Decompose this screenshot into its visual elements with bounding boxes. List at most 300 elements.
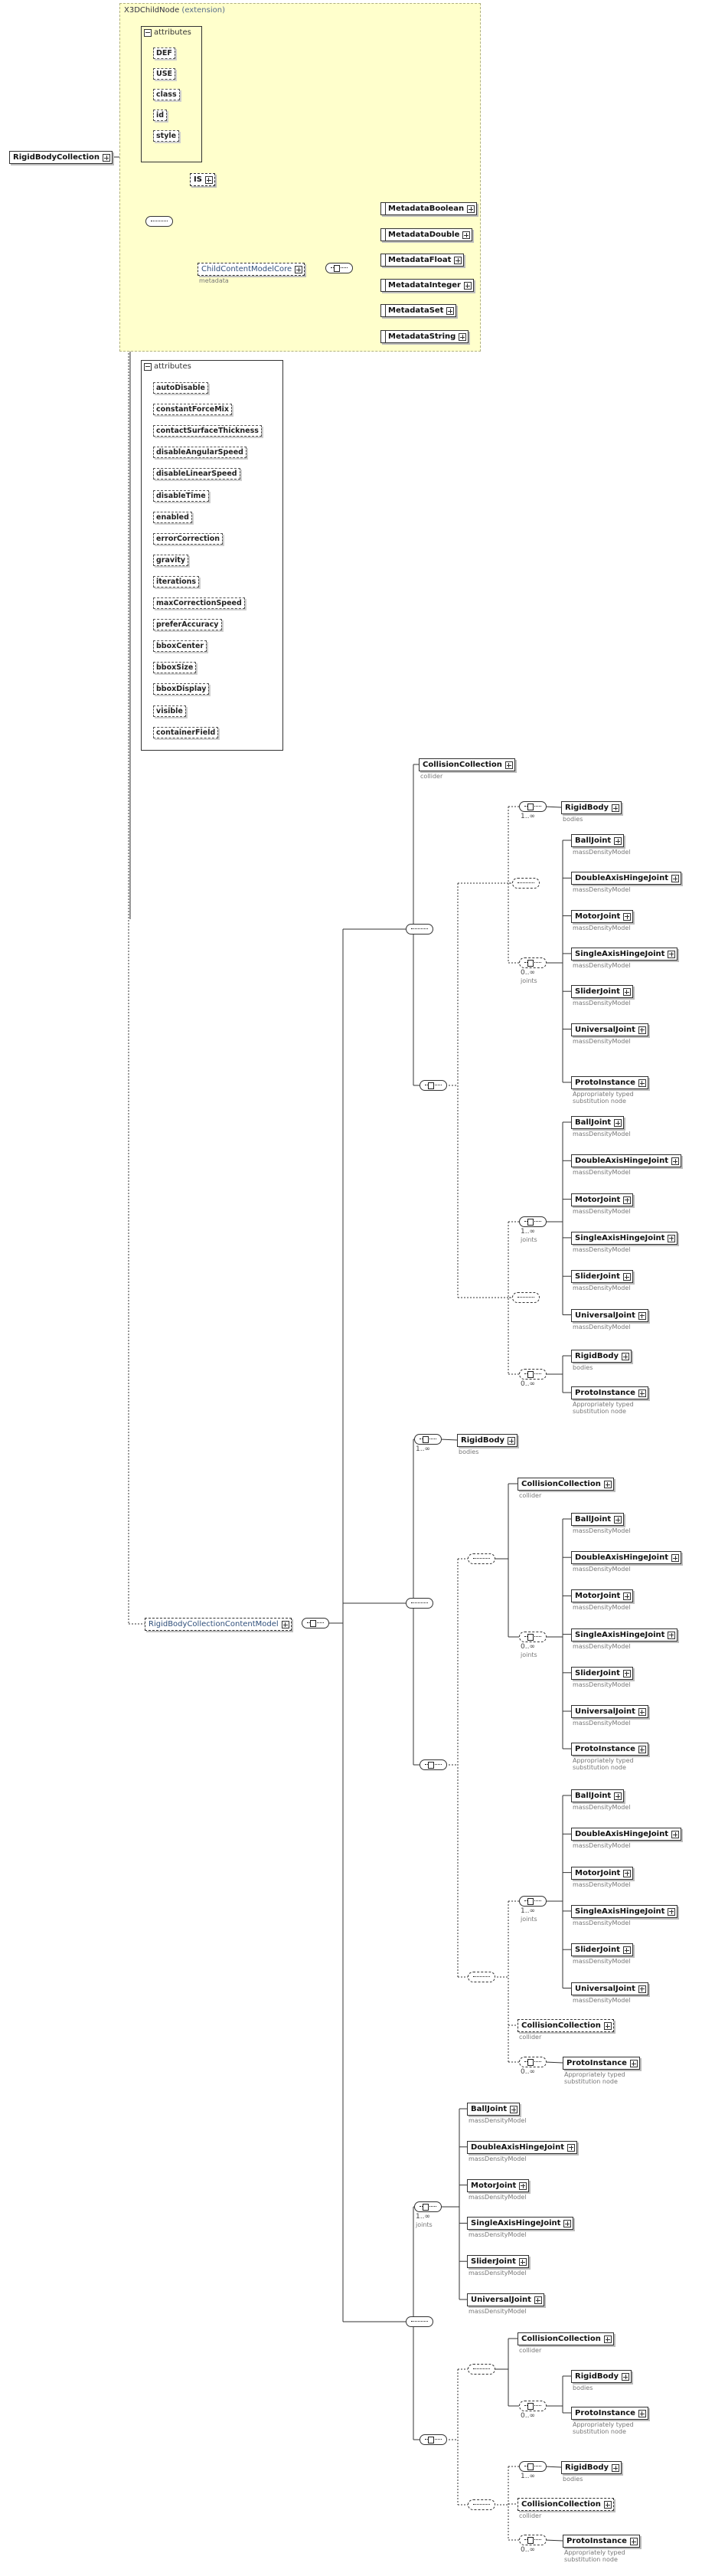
expand-plus-icon[interactable] [510,2106,518,2113]
expand-plus-icon[interactable] [614,837,622,845]
annotation-line: collider [519,1492,542,1499]
element-annotation [573,2421,634,2435]
element-annotation [573,1091,634,1105]
attribute-disable-linear-speed[interactable]: disableLinearSpeed [153,468,240,480]
expand-plus-icon[interactable] [282,1621,289,1628]
expand-plus-icon[interactable] [638,1746,646,1753]
expand-plus-icon[interactable] [612,2464,619,2472]
element-label: MotorJoint [471,2181,517,2190]
annotation-line: massDensityModel [573,1000,631,1007]
expand-plus-icon[interactable] [630,2060,638,2067]
annotation-line: substitution node [573,1764,626,1771]
annotation-line: Appropriately typed [573,2421,634,2428]
attribute-use[interactable]: USE [153,68,175,80]
annotation-line: bodies [573,2385,593,2391]
element-annotation [519,2034,541,2041]
annotation-line: metadata [199,277,229,284]
element-annotation [573,1604,630,1611]
attribute-error-correction[interactable]: errorCorrection [153,533,223,545]
element-slider-joint[interactable] [571,1270,633,1283]
element-label: DoubleAxisHingeJoint [471,2142,565,2152]
element-double-axis-hinge-joint[interactable] [467,2141,577,2154]
element-annotation [573,1401,634,1415]
element-annotation [573,1246,630,1253]
annotation-line: massDensityModel [573,886,631,894]
connector-line [545,2062,563,2063]
expand-plus-icon[interactable] [612,804,619,812]
expand-plus-icon[interactable] [622,1353,629,1360]
element-metadata-boolean[interactable] [380,202,477,215]
element-label: BallJoint [575,836,612,845]
element-universal-joint[interactable] [571,1982,648,1995]
element-annotation [573,1997,630,2004]
attribute-id[interactable]: id [153,110,167,121]
annotation-line: Appropriately typed [573,1091,634,1098]
node-lead-mark [381,305,386,316]
element-rigid-body[interactable] [571,1350,632,1363]
element-is[interactable] [190,173,215,186]
sequence-compositor[interactable] [145,216,173,227]
element-ball-joint[interactable] [571,1789,624,1802]
annotation-line: massDensityModel [469,2155,527,2162]
element-proto-instance[interactable] [571,1743,648,1756]
element-single-axis-hinge-joint[interactable] [571,1232,678,1245]
cardinality-label: 0..∞ [521,2068,535,2076]
cardinality-label: 1..∞ [521,1907,535,1915]
attribute-bbox-center[interactable]: bboxCenter [153,640,207,652]
element-label: CollisionCollection [521,2335,601,2343]
element-proto-instance[interactable] [563,2057,640,2070]
element-proto-instance[interactable] [571,1076,648,1089]
element-ball-joint[interactable] [571,1116,624,1129]
expand-plus-icon[interactable] [623,913,631,921]
element-double-axis-hinge-joint[interactable] [571,1828,681,1841]
element-annotation [573,1566,630,1573]
element-rigid-body[interactable] [561,801,622,814]
element-slider-joint[interactable] [571,985,633,998]
cardinality-label: 1..∞ [521,813,535,820]
expand-plus-icon[interactable] [668,1235,675,1242]
sequence-compositor[interactable] [468,2499,495,2510]
choice-compositor[interactable] [519,1632,547,1642]
element-annotation [519,1492,541,1499]
attributes-title: attributes [154,28,191,37]
element-label: CollisionCollection [521,2021,601,2030]
element-label: BallJoint [471,2105,508,2113]
extension-suffix: (extension) [179,6,225,15]
annotation-line: substitution node [573,1408,626,1415]
choice-compositor[interactable] [519,1369,547,1380]
element-label: SingleAxisHingeJoint [575,1630,665,1639]
element-annotation [573,1038,630,1045]
element-metadata-integer[interactable] [380,279,474,292]
element-motor-joint[interactable] [571,910,633,923]
element-label: RigidBody [575,1352,619,1360]
node-lead-mark [381,280,386,291]
expand-plus-icon[interactable] [623,1592,631,1600]
element-label: MotorJoint [575,912,621,921]
element-slider-joint[interactable] [571,1943,633,1956]
element-label: UniversalJoint [575,1707,635,1716]
choice-compositor[interactable] [325,263,353,273]
expand-plus-icon[interactable] [614,1516,622,1524]
element-rigid-body[interactable] [457,1434,518,1447]
sequence-compositor[interactable] [512,1292,540,1303]
sequence-compositor[interactable] [468,1553,495,1564]
element-annotation [469,2270,526,2277]
element-annotation [573,925,630,931]
element-label: ProtoInstance [566,2059,627,2067]
choice-compositor[interactable] [420,2434,447,2445]
choice-compositor[interactable] [519,2461,547,2472]
expand-plus-icon[interactable] [668,1908,675,1916]
expand-plus-icon[interactable] [614,1119,622,1127]
cardinality-label: 1..∞ [416,2213,430,2221]
expand-plus-icon[interactable] [622,2373,629,2381]
annotation-line: massDensityModel [573,1720,631,1727]
sequence-compositor[interactable] [406,2316,433,2327]
element-metadata-string[interactable] [380,330,469,343]
element-annotation [573,1720,630,1727]
element-label: ProtoInstance [575,1745,635,1753]
connector-line [545,2466,561,2467]
element-annotation [573,1681,630,1688]
element-universal-joint[interactable] [571,1705,648,1718]
element-motor-joint[interactable] [467,2179,529,2192]
element-label: UniversalJoint [575,1025,635,1034]
expand-plus-icon[interactable] [623,1670,631,1678]
element-single-axis-hinge-joint[interactable] [571,1628,678,1642]
expand-plus-icon[interactable] [462,231,470,239]
element-single-axis-hinge-joint[interactable] [571,1905,678,1918]
element-annotation [469,2231,526,2238]
expand-plus-icon[interactable] [638,1026,646,1034]
element-label: ProtoInstance [566,2537,627,2545]
expand-plus-icon[interactable] [534,2296,542,2304]
annotation-line: massDensityModel [573,1996,631,2004]
annotation-line: massDensityModel [469,2117,527,2124]
element-label: MotorJoint [575,1592,621,1601]
element-label: RigidBodyCollectionContentModel [149,1620,279,1628]
collapse-minus-icon[interactable] [144,29,152,37]
element-label: UniversalJoint [575,1311,635,1320]
cardinality-label: 0..∞ [521,2546,535,2554]
element-label: MetadataString [388,332,456,341]
attributes-header[interactable] [144,362,191,371]
element-double-axis-hinge-joint[interactable] [571,1551,681,1564]
expand-plus-icon[interactable] [519,2182,527,2190]
element-label: MetadataBoolean [388,205,465,213]
expand-plus-icon[interactable] [671,1157,679,1165]
expand-plus-icon[interactable] [671,1554,679,1562]
element-slider-joint[interactable] [467,2255,529,2268]
annotation-line: massDensityModel [573,924,631,931]
annotation-line: massDensityModel [469,2231,527,2239]
node-lead-mark [381,229,386,241]
expand-plus-icon[interactable] [604,2022,612,2030]
element-metadata-set[interactable] [380,304,456,317]
annotation-line: massDensityModel [573,961,631,969]
element-ball-joint[interactable] [467,2103,520,2116]
element-label: ChildContentModelCore [201,265,292,273]
expand-plus-icon[interactable] [630,2538,638,2545]
attribute-disable-time[interactable]: disableTime [153,490,209,502]
annotation-line: massDensityModel [573,849,631,856]
choice-compositor[interactable] [414,1434,442,1445]
cardinality-label: 0..∞ [521,2412,535,2420]
attribute-visible[interactable]: visible [153,705,186,717]
element-annotation [564,2549,625,2563]
expand-plus-icon[interactable] [638,1708,646,1716]
expand-plus-icon[interactable] [103,154,110,162]
attribute-disable-angular-speed[interactable]: disableAngularSpeed [153,447,247,458]
compositor-annotation: joints [521,1651,537,1658]
element-label: DoubleAxisHingeJoint [575,1157,669,1166]
element-annotation [199,277,229,284]
element-annotation [573,1842,630,1849]
attribute-def[interactable]: DEF [153,47,175,59]
element-annotation [573,962,630,969]
element-annotation [573,1527,630,1534]
compositor-annotation: joints [521,1916,537,1923]
element-proto-instance[interactable] [571,1386,648,1399]
connector-line [545,2540,563,2541]
element-rigid-body[interactable] [561,2461,622,2474]
element-universal-joint[interactable] [571,1023,648,1036]
attribute-enabled[interactable]: enabled [153,512,192,523]
annotation-line: massDensityModel [573,1285,631,1292]
element-motor-joint[interactable] [571,1589,633,1602]
choice-compositor[interactable] [302,1618,329,1628]
expand-plus-icon[interactable] [205,176,213,184]
element-annotation [573,1324,630,1331]
expand-plus-icon[interactable] [623,1870,631,1877]
element-double-axis-hinge-joint[interactable] [571,872,681,885]
attribute-class[interactable]: class [153,89,180,100]
attribute-max-correction-speed[interactable]: maxCorrectionSpeed [153,597,245,609]
choice-compositor[interactable] [519,1896,547,1907]
element-label: RigidBodyCollection [13,153,100,162]
sequence-compositor[interactable] [512,878,540,889]
node-lead-mark [381,203,386,214]
annotation-line: collider [519,2512,542,2519]
element-label: MotorJoint [575,1868,621,1877]
element-child-content-model-core[interactable] [198,263,305,276]
element-annotation [459,1448,478,1455]
element-proto-instance[interactable] [563,2535,640,2548]
annotation-line: substitution node [573,1098,626,1105]
annotation-line: bodies [573,1364,593,1371]
expand-plus-icon[interactable] [519,2258,527,2266]
element-label: UniversalJoint [471,2296,531,2304]
attribute-bbox-size[interactable]: bboxSize [153,662,196,673]
choice-compositor[interactable] [420,1080,447,1091]
element-label: SingleAxisHingeJoint [471,2219,561,2228]
element-annotation [563,2476,583,2483]
expand-plus-icon[interactable] [638,1389,646,1397]
element-rigid-body-collection-content-model[interactable] [145,1618,292,1631]
element-label: CollisionCollection [521,1480,601,1488]
annotation-line: Appropriately typed [573,1401,634,1408]
annotation-line: collider [519,2347,542,2354]
choice-compositor[interactable] [519,801,547,812]
choice-compositor[interactable] [519,2401,547,2411]
cardinality-label: 1..∞ [521,1228,535,1236]
element-metadata-double[interactable] [380,228,472,241]
attribute-constant-force-mix[interactable]: constantForceMix [153,404,232,415]
element-label: SliderJoint [575,987,620,997]
element-label: RigidBody [565,2463,609,2472]
element-universal-joint[interactable] [467,2293,544,2306]
element-annotation [573,1643,630,1650]
compositor-annotation: joints [416,2221,433,2228]
expand-plus-icon[interactable] [604,2501,612,2509]
element-motor-joint[interactable] [571,1193,633,1206]
expand-plus-icon[interactable] [614,1792,622,1800]
annotation-line: bodies [563,816,583,823]
collapse-minus-icon[interactable] [144,363,152,371]
choice-compositor[interactable] [414,2201,442,2212]
choice-compositor[interactable] [519,1216,547,1227]
annotation-line: massDensityModel [573,1566,631,1573]
expand-plus-icon[interactable] [508,1437,515,1445]
expand-plus-icon[interactable] [623,1946,631,1954]
annotation-line: massDensityModel [573,1037,631,1045]
annotation-line: substitution node [564,2078,618,2085]
attributes-title: attributes [154,362,191,371]
sequence-compositor[interactable] [468,1972,495,1982]
element-slider-joint[interactable] [571,1667,633,1680]
attribute-bbox-display[interactable]: bboxDisplay [153,683,209,695]
element-annotation [573,1131,630,1137]
expand-plus-icon[interactable] [464,282,472,290]
element-double-axis-hinge-joint[interactable] [571,1154,681,1167]
attribute-gravity[interactable]: gravity [153,555,188,566]
attribute-contact-surface-thickness[interactable]: contactSurfaceThickness [153,425,262,437]
element-rigid-body-collection[interactable] [9,151,113,164]
element-annotation [469,2155,526,2162]
annotation-line: massDensityModel [573,1958,631,1966]
expand-plus-icon[interactable] [563,2220,571,2227]
element-label: ProtoInstance [575,1079,635,1087]
cardinality-label: 0..∞ [521,1380,535,1388]
element-single-axis-hinge-joint[interactable] [571,948,678,961]
expand-plus-icon[interactable] [623,1273,631,1281]
element-label: DoubleAxisHingeJoint [575,874,669,883]
expand-plus-icon[interactable] [459,333,466,341]
element-metadata-float[interactable] [380,254,464,267]
expand-plus-icon[interactable] [295,266,302,273]
annotation-line: collider [420,773,443,780]
expand-plus-icon[interactable] [671,875,679,882]
annotation-line: massDensityModel [573,1804,631,1811]
expand-plus-icon[interactable] [505,761,513,769]
element-label: DoubleAxisHingeJoint [575,1830,669,1839]
choice-compositor[interactable] [519,2057,547,2067]
element-label: SliderJoint [575,1272,620,1281]
attribute-container-field[interactable]: containerField [153,727,218,738]
expand-plus-icon[interactable] [638,1985,646,1993]
attributes-header[interactable] [144,28,191,37]
element-ball-joint[interactable] [571,834,624,847]
element-rigid-body[interactable] [571,2370,632,2383]
element-single-axis-hinge-joint[interactable] [467,2217,573,2230]
annotation-line: massDensityModel [573,1880,631,1888]
annotation-line: bodies [459,1448,479,1455]
attribute-auto-disable[interactable]: autoDisable [153,382,208,394]
expand-plus-icon[interactable] [638,1079,646,1087]
element-label: SliderJoint [575,1668,620,1678]
element-label: DoubleAxisHingeJoint [575,1553,669,1563]
annotation-line: collider [519,2034,542,2041]
element-label: RigidBody [565,804,609,812]
expand-plus-icon[interactable] [668,951,675,958]
element-collision-collection[interactable] [518,2332,614,2345]
expand-plus-icon[interactable] [671,1831,679,1838]
choice-compositor[interactable] [519,2535,547,2545]
annotation-line: Appropriately typed [573,1757,634,1764]
compositor-annotation: joints [521,1236,537,1243]
element-proto-instance[interactable] [571,2407,648,2420]
annotation-line: bodies [563,2476,583,2483]
expand-plus-icon[interactable] [668,1632,675,1639]
choice-compositor[interactable] [519,957,547,968]
expand-plus-icon[interactable] [446,307,454,315]
element-label: SingleAxisHingeJoint [575,1907,665,1916]
element-motor-joint[interactable] [571,1867,633,1880]
cardinality-label: 0..∞ [521,1643,535,1651]
element-annotation [573,1881,630,1888]
sequence-compositor[interactable] [406,924,433,934]
expand-plus-icon[interactable] [638,1312,646,1320]
element-annotation [573,1757,634,1771]
element-universal-joint[interactable] [571,1309,648,1322]
cardinality-label: 1..∞ [521,2473,535,2480]
expand-plus-icon[interactable] [567,2144,575,2152]
expand-plus-icon[interactable] [467,205,475,213]
element-collision-collection[interactable] [518,2019,614,2032]
sequence-compositor[interactable] [468,2364,495,2375]
element-collision-collection[interactable] [518,1478,614,1491]
attribute-style[interactable]: style [153,130,179,142]
expand-plus-icon[interactable] [623,1196,631,1204]
element-label: UniversalJoint [575,1984,635,1993]
expand-plus-icon[interactable] [604,1481,612,1488]
expand-plus-icon[interactable] [623,988,631,996]
element-annotation [563,816,583,823]
element-label: MotorJoint [575,1195,621,1204]
element-label: BallJoint [575,1118,612,1127]
connector-line [440,1439,457,1440]
attribute-iterations[interactable]: iterations [153,576,199,588]
element-label: RigidBody [575,2372,619,2381]
element-label: SingleAxisHingeJoint [575,1233,665,1242]
sequence-compositor[interactable] [406,1598,433,1609]
expand-plus-icon[interactable] [604,2335,612,2343]
element-collision-collection[interactable] [518,2498,614,2511]
element-ball-joint[interactable] [571,1513,624,1526]
expand-plus-icon[interactable] [454,257,462,264]
annotation-line: massDensityModel [573,1207,631,1215]
attribute-prefer-accuracy[interactable]: preferAccuracy [153,619,222,630]
element-annotation [573,1000,630,1007]
expand-plus-icon[interactable] [638,2410,646,2417]
choice-compositor[interactable] [420,1759,447,1770]
element-collision-collection[interactable] [419,758,515,771]
annotation-line: massDensityModel [573,1642,631,1650]
element-annotation [573,1920,630,1926]
element-annotation [519,2347,541,2354]
